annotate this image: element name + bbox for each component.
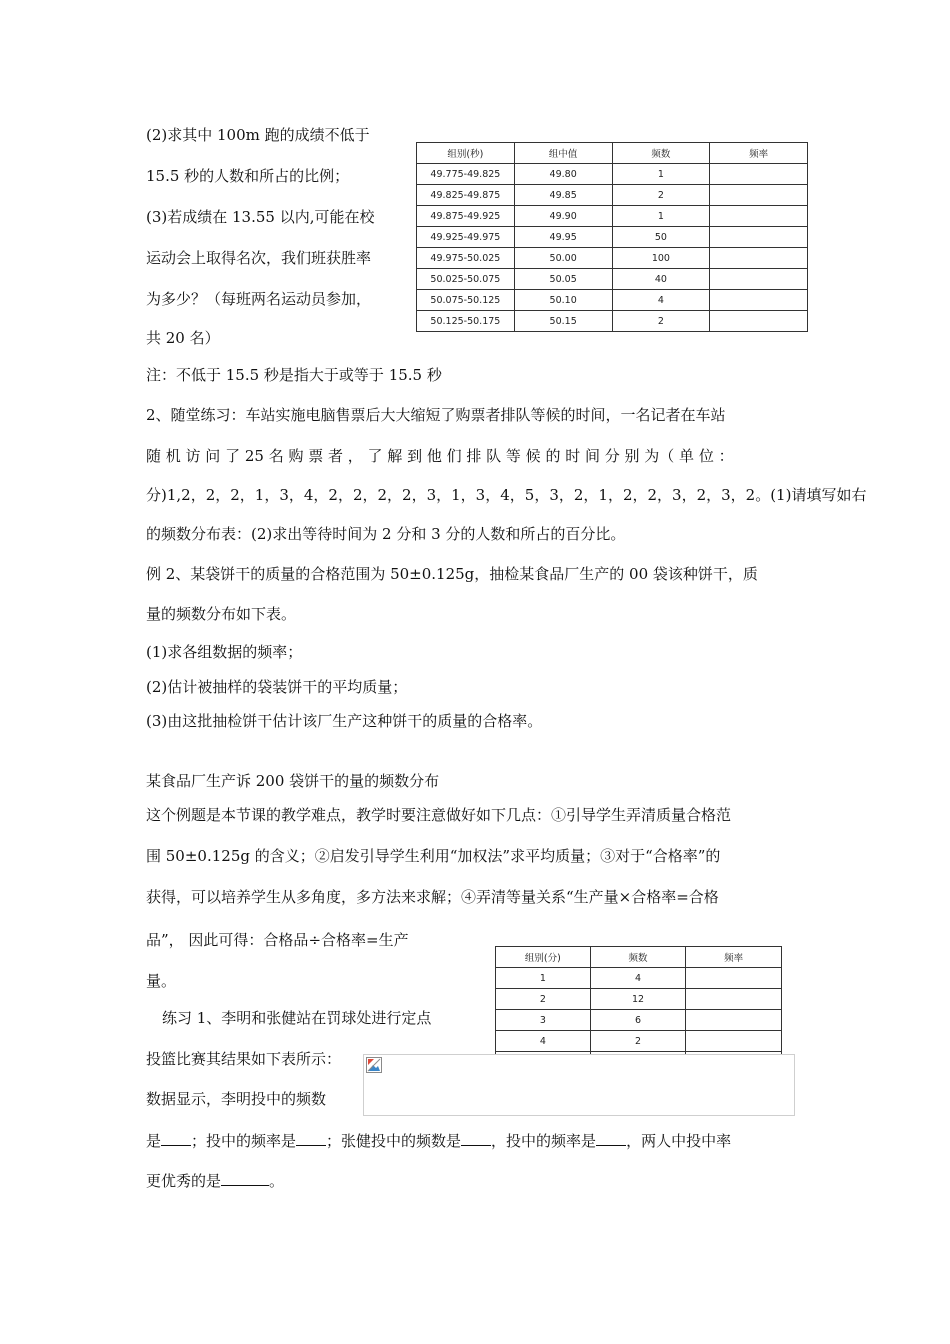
table-cell: 50 [612, 227, 710, 248]
practice-2-line-2: 随 机 访 问 了 25 名 购 票 者 ， 了 解 到 他 们 排 队 等 候 的 时 间 分 别 为（ 单 位 ： [146, 447, 734, 465]
blank-3[interactable] [461, 1131, 491, 1146]
header-cell: 组别(秒) [417, 143, 515, 164]
header-cell: 组别(分) [496, 947, 591, 968]
fill-text-b: ；投中的频率是 [191, 1132, 297, 1150]
header-cell: 组中值 [514, 143, 612, 164]
table-cell: 50.00 [514, 248, 612, 269]
table-row [417, 311, 808, 332]
teaching-line-4: 品”， 因此可得：合格品÷合格率=生产 [146, 931, 409, 949]
fill-blank-line [146, 1131, 731, 1151]
table-row [496, 989, 782, 1010]
example-2-line-2: 量的频数分布如下表。 [146, 605, 297, 623]
question-2-cont: 15.5 秒的人数和所占的比例； [146, 167, 350, 185]
table-cell: 49.975-50.025 [417, 248, 515, 269]
caption: 某食品厂生产诉 200 袋饼干的量的频数分布 [146, 772, 440, 790]
table-row [417, 164, 808, 185]
table-cell [710, 164, 808, 185]
table-cell: 2 [612, 185, 710, 206]
table-row [417, 227, 808, 248]
table-row [417, 248, 808, 269]
table-cell [710, 290, 808, 311]
question-3-cont2: 为多少？（每班两名运动员参加， [146, 290, 372, 308]
table-row [417, 269, 808, 290]
blank-4[interactable] [596, 1131, 626, 1146]
fill-text-e: ，两人中投中率 [626, 1132, 732, 1150]
example-2-q2: (2)估计被抽样的袋装饼干的平均质量； [146, 678, 408, 696]
table-row [496, 1010, 782, 1031]
practice-2-line-3: 分)1,2，2，2，1，3，4，2，2，2，2，3，1，3，4，5，3，2，1，2，2，3，2，3，2。(1)请填写如右 [146, 486, 867, 504]
table-cell [710, 185, 808, 206]
table-cell: 49.85 [514, 185, 612, 206]
example-2-q1: (1)求各组数据的频率； [146, 643, 303, 661]
table-cell: 49.775-49.825 [417, 164, 515, 185]
example-2-line-1: 例 2、某袋饼干的质量的合格范围为 50±0.125g，抽检某食品厂生产的 00 袋该种饼干，质 [146, 565, 758, 583]
table-cell: 50.15 [514, 311, 612, 332]
exercise-1-line-3: 数据显示，李明投中的频数 [146, 1090, 327, 1108]
table-cell: 49.825-49.875 [417, 185, 515, 206]
blank-5[interactable] [221, 1171, 269, 1186]
table-cell: 1 [496, 968, 591, 989]
question-3-cont3: 共 20 名） [146, 329, 220, 347]
table-cell: 12 [590, 989, 686, 1010]
header-cell: 频数 [590, 947, 686, 968]
table-cell: 50.05 [514, 269, 612, 290]
fill-text-a: 是 [146, 1132, 162, 1150]
practice-2-line-4: 的频数分布表：(2)求出等待时间为 2 分和 3 分的人数和所占的百分比。 [146, 525, 626, 543]
table-cell [686, 989, 782, 1010]
table-cell [710, 206, 808, 227]
fill-text-end: 。 [269, 1172, 285, 1190]
table-cell: 1 [612, 164, 710, 185]
practice-2-line-1: 2、随堂练习：车站实施电脑售票后大大缩短了购票者排队等候的时间，一名记者在车站 [146, 406, 726, 424]
blank-1[interactable] [161, 1131, 191, 1146]
teaching-line-1: 这个例题是本节课的教学难点，教学时要注意做好如下几点：①引导学生弄清质量合格范 [146, 806, 732, 824]
fill-text-c: ；张健投中的频数是 [326, 1132, 462, 1150]
table-cell [686, 1031, 782, 1052]
exercise-1-line-2: 投篮比赛其结果如下表所示： [146, 1050, 342, 1068]
teaching-line-5: 量。 [146, 972, 177, 990]
table-cell: 49.925-49.975 [417, 227, 515, 248]
question-3: (3)若成绩在 13.55 以内,可能在校 [146, 208, 375, 226]
table-cell [686, 1010, 782, 1031]
exercise-1-line-1: 练习 1、李明和张健站在罚球处进行定点 [162, 1009, 432, 1027]
table-cell: 2 [612, 311, 710, 332]
table-cell: 49.80 [514, 164, 612, 185]
table-cell: 50.125-50.175 [417, 311, 515, 332]
image-placeholder [363, 1054, 795, 1116]
frequency-table-1 [416, 142, 808, 332]
header-cell: 频率 [686, 947, 782, 968]
teaching-line-2: 围 50±0.125g 的含义；②启发引导学生利用“加权法”求平均质量；③对于“合格率”的 [146, 847, 721, 865]
table-cell: 4 [612, 290, 710, 311]
table-row [417, 206, 808, 227]
table-cell: 3 [496, 1010, 591, 1031]
table-cell: 4 [496, 1031, 591, 1052]
table-cell: 40 [612, 269, 710, 290]
table-cell: 4 [590, 968, 686, 989]
table-row [496, 968, 782, 989]
note: 注：不低于 15.5 秒是指大于或等于 15.5 秒 [146, 366, 442, 384]
table-row [417, 290, 808, 311]
table-cell: 2 [496, 989, 591, 1010]
example-2-q3: (3)由这批抽检饼干估计该厂生产这种饼干的质量的合格率。 [146, 712, 543, 730]
table-cell: 100 [612, 248, 710, 269]
table-cell: 49.95 [514, 227, 612, 248]
header-cell: 频率 [710, 143, 808, 164]
table-cell: 50.075-50.125 [417, 290, 515, 311]
table-cell [710, 311, 808, 332]
teaching-line-3: 获得，可以培养学生从多角度，多方法来求解；④弄清等量关系“生产量×合格率=合格 [146, 888, 719, 906]
table-cell: 6 [590, 1010, 686, 1031]
question-2: (2)求其中 100m 跑的成绩不低于 [146, 126, 370, 144]
table-cell [710, 269, 808, 290]
blank-2[interactable] [296, 1131, 326, 1146]
table-cell: 50.10 [514, 290, 612, 311]
fill-text-d: ，投中的频率是 [491, 1132, 597, 1150]
table-cell: 2 [590, 1031, 686, 1052]
table-cell [710, 248, 808, 269]
table-cell: 1 [612, 206, 710, 227]
table-row [417, 185, 808, 206]
table-row [496, 1031, 782, 1052]
broken-image-icon [366, 1057, 382, 1073]
table-cell [710, 227, 808, 248]
table-cell: 49.90 [514, 206, 612, 227]
table-cell: 49.875-49.925 [417, 206, 515, 227]
question-3-cont: 运动会上取得名次，我们班获胜率 [146, 249, 372, 267]
fill-blank-line-2 [146, 1171, 284, 1191]
table-cell: 50.025-50.075 [417, 269, 515, 290]
fill-text-last: 更优秀的是 [146, 1172, 222, 1190]
header-cell: 频数 [612, 143, 710, 164]
table-cell [686, 968, 782, 989]
